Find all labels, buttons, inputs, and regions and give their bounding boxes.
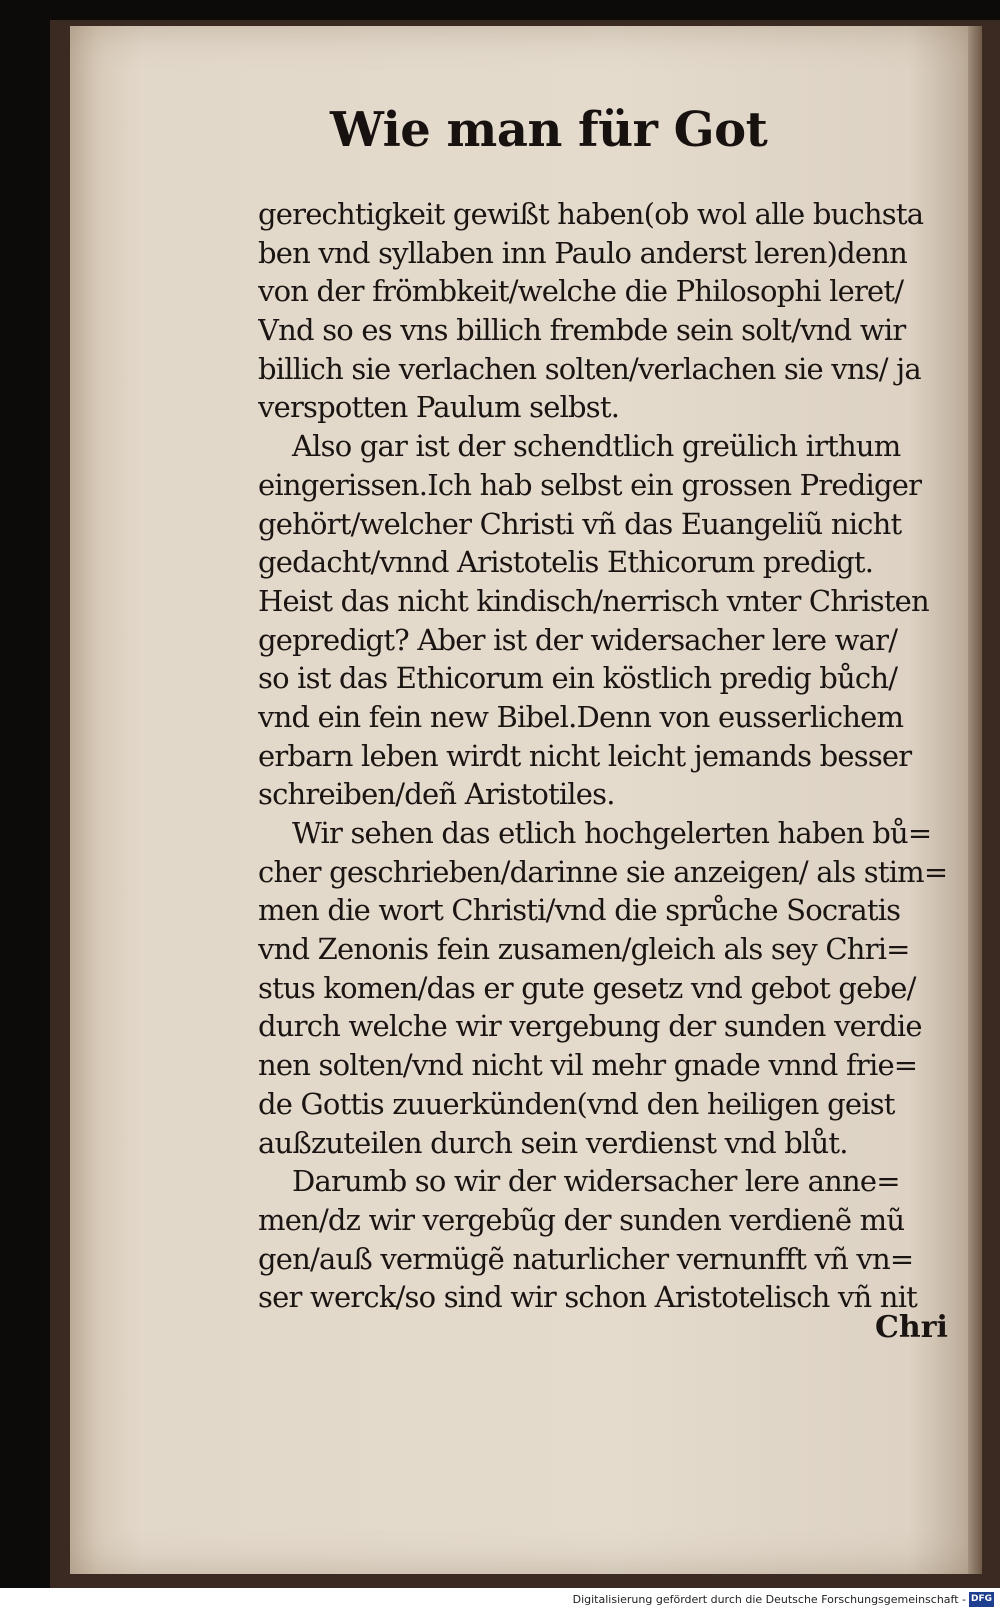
text-line: Heist das nicht kindisch/nerrisch vnter Christen — [258, 583, 929, 618]
running-head: Wie man für Got — [330, 102, 768, 158]
text-line: nen solten/vnd nicht vil mehr gnade vnnd frie= — [258, 1048, 918, 1083]
page-edge — [968, 26, 982, 1574]
text-line: ben vnd syllaben inn Paulo anderst leren)denn — [258, 235, 908, 270]
text-line: Wir sehen das etlich hochgelerten haben bů= — [292, 816, 932, 850]
text-line: gerechtigkeit gewißt haben(ob wol alle buchsta — [258, 197, 924, 231]
text-line: gen/auß vermügẽ naturlicher vernunfft vñ vn= — [258, 1241, 914, 1276]
text-line: eingerissen.Ich hab selbst ein grossen Prediger — [258, 467, 922, 502]
text-line: verspotten Paulum selbst. — [258, 390, 620, 425]
text-line: von der frömbkeit/welche die Philosophi leret/ — [258, 274, 904, 309]
text-line: ser werck/so sind wir schon Aristotelisch vñ nit — [258, 1280, 918, 1315]
text-line: billich sie verlachen solten/verlachen sie vns/ ja — [258, 351, 921, 386]
text-line: vnd Zenonis fein zusamen/gleich als sey Chri= — [258, 932, 910, 967]
text-block — [258, 195, 948, 1317]
dfg-logo: DFG — [969, 1592, 994, 1607]
text-line: Vnd so es vns billich frembde sein solt/vnd wir — [258, 313, 906, 348]
text-line: men/dz wir vergebũg der sunden verdienẽ mũ — [258, 1202, 905, 1237]
catchword: Chri — [875, 1310, 948, 1345]
text-line: durch welche wir vergebung der sunden verdie — [258, 1009, 922, 1044]
text-line: gepredigt? Aber ist der widersacher lere war/ — [258, 622, 898, 657]
text-line: Also gar ist der schendtlich greülich irthum — [292, 429, 901, 464]
text-line: außzuteilen durch sein verdienst vnd blůt. — [258, 1125, 848, 1160]
text-line: erbarn leben wirdt nicht leicht jemands besser — [258, 738, 912, 773]
text-line: cher geschrieben/darinne sie anzeigen/ als stim= — [258, 854, 948, 889]
text-line: so ist das Ethicorum ein köstlich predig bůch/ — [258, 661, 898, 696]
footer-credit: Digitalisierung gefördert durch die Deutsche Forschungsgemeinschaft - — [572, 1593, 966, 1606]
text-line: men die wort Christi/vnd die sprůche Socratis — [258, 893, 901, 928]
text-line: stus komen/das er gute gesetz vnd gebot gebe/ — [258, 970, 916, 1005]
text-line: gedacht/vnnd Aristotelis Ethicorum predigt. — [258, 545, 874, 580]
text-line: gehört/welcher Christi vñ das Euangeliũ nicht — [258, 506, 902, 541]
text-line: Darumb so wir der widersacher lere anne= — [292, 1164, 900, 1199]
text-line: de Gottis zuuerkünden(vnd den heiligen geist — [258, 1086, 895, 1121]
text-line: schreiben/deñ Aristotiles. — [258, 777, 615, 812]
text-line: vnd ein fein new Bibel.Denn von eusserlichem — [258, 699, 904, 734]
digitization-footer — [0, 1588, 1000, 1612]
